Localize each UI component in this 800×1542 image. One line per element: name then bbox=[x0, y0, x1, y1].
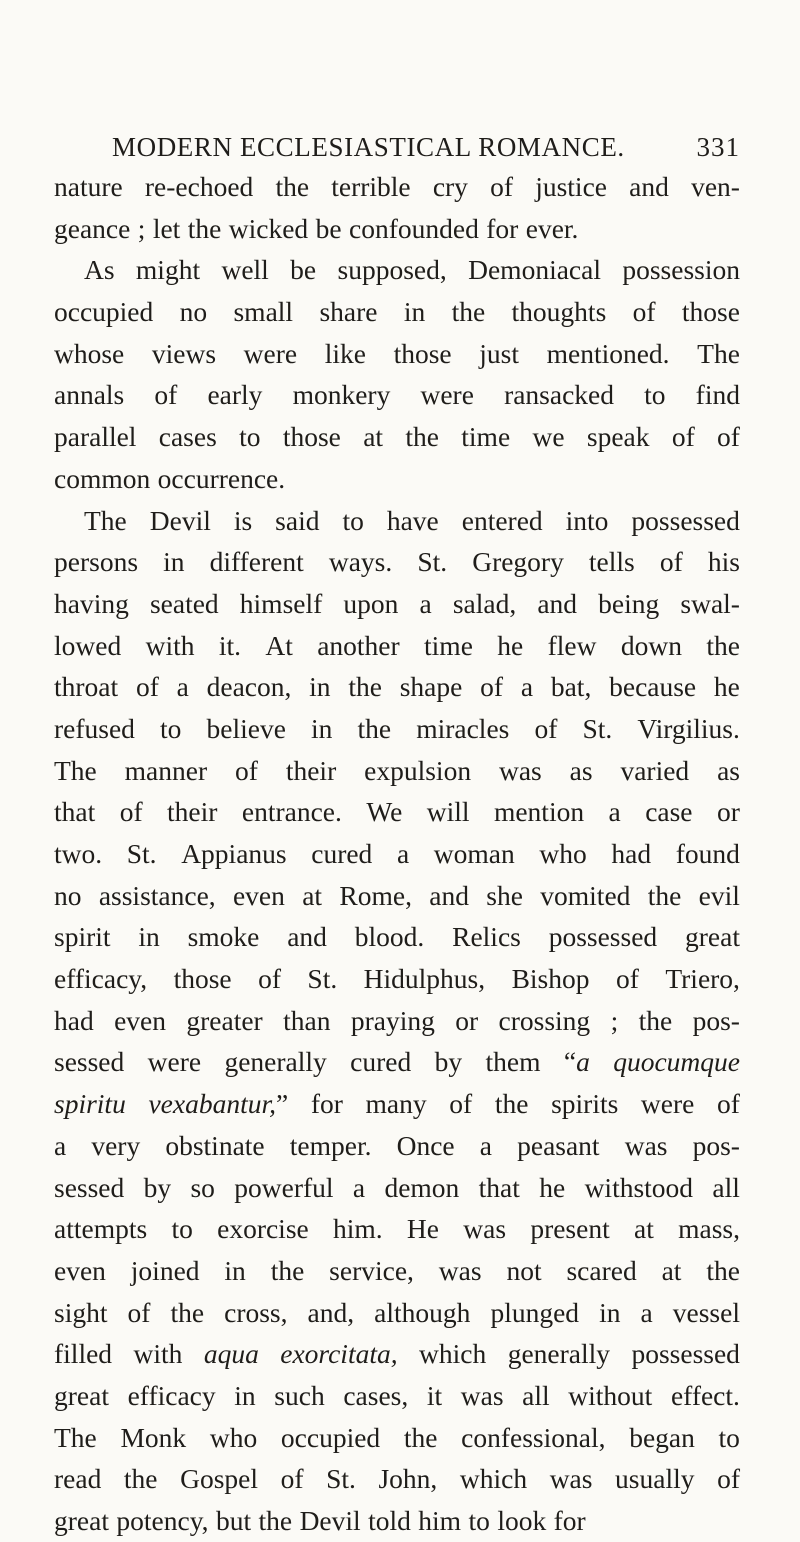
text-line: even joined in the service, was not scared at the bbox=[54, 1254, 740, 1286]
text-line: persons in different ways. St. Gregory tells of his bbox=[54, 546, 740, 578]
text-line: occupied no small share in the thoughts of those bbox=[54, 296, 740, 328]
text-line: whose views were like those just mentioned. The bbox=[54, 337, 740, 369]
text-line: sessed by so powerful a demon that he withstood all bbox=[54, 1171, 740, 1203]
running-head: MODERN ECCLESIASTICAL ROMANCE. bbox=[112, 132, 625, 162]
text-line: spiritu vexabantur,” for many of the spirits were of bbox=[54, 1088, 740, 1120]
text-line: had even greater than praying or crossing ; the pos- bbox=[54, 1004, 740, 1036]
text-line: great efficacy in such cases, it was all without effect. bbox=[54, 1379, 740, 1411]
text-line: two. St. Appianus cured a woman who had found bbox=[54, 838, 740, 869]
text-line: filled with aqua exorcitata, which generally possessed bbox=[54, 1338, 740, 1370]
text-line: read the Gospel of St. John, which was usually of bbox=[54, 1463, 740, 1495]
text-line: spirit in smoke and blood. Relics possessed great bbox=[54, 921, 740, 953]
text-line: lowed with it. At another time he flew down the bbox=[54, 629, 740, 661]
text-line: that of their entrance. We will mention a case or bbox=[54, 796, 740, 828]
text-line: great potency, but the Devil told him to look for bbox=[54, 1505, 586, 1536]
text-line: no assistance, even at Rome, and she vomited the evil bbox=[54, 879, 740, 911]
text-line: having seated himself upon a salad, and being swal- bbox=[54, 587, 740, 619]
page-number: 331 bbox=[696, 132, 740, 162]
text-line: The Devil is said to have entered into possessed bbox=[84, 504, 740, 536]
text-line: common occurrence. bbox=[54, 462, 286, 494]
text-line: efficacy, those of St. Hidulphus, Bishop of Triero, bbox=[54, 963, 740, 995]
text-line: throat of a deacon, in the shape of a bat, because he bbox=[54, 671, 740, 703]
text-line: The manner of their expulsion was as varied as bbox=[54, 754, 740, 786]
text-line: geance ; let the wicked be confounded for ever. bbox=[54, 212, 579, 244]
text-line: The Monk who occupied the confessional, began to bbox=[54, 1421, 740, 1453]
text-line: nature re-echoed the terrible cry of justice and ven- bbox=[54, 171, 740, 202]
text-line: sight of the cross, and, although plunged in a vessel bbox=[54, 1296, 740, 1328]
text-line: sessed were generally cured by them “a quocumque bbox=[54, 1046, 740, 1078]
body-text bbox=[54, 166, 740, 1542]
text-line: a very obstinate temper. Once a peasant was pos- bbox=[54, 1129, 740, 1161]
text-line: refused to believe in the miracles of St. Virgilius. bbox=[54, 712, 740, 744]
text-line: annals of early monkery were ransacked to find bbox=[54, 379, 740, 411]
text-line: parallel cases to those at the time we speak of of bbox=[54, 421, 740, 453]
text-line: attempts to exorcise him. He was present at mass, bbox=[54, 1213, 740, 1245]
text-line: As might well be supposed, Demoniacal possession bbox=[84, 254, 740, 286]
